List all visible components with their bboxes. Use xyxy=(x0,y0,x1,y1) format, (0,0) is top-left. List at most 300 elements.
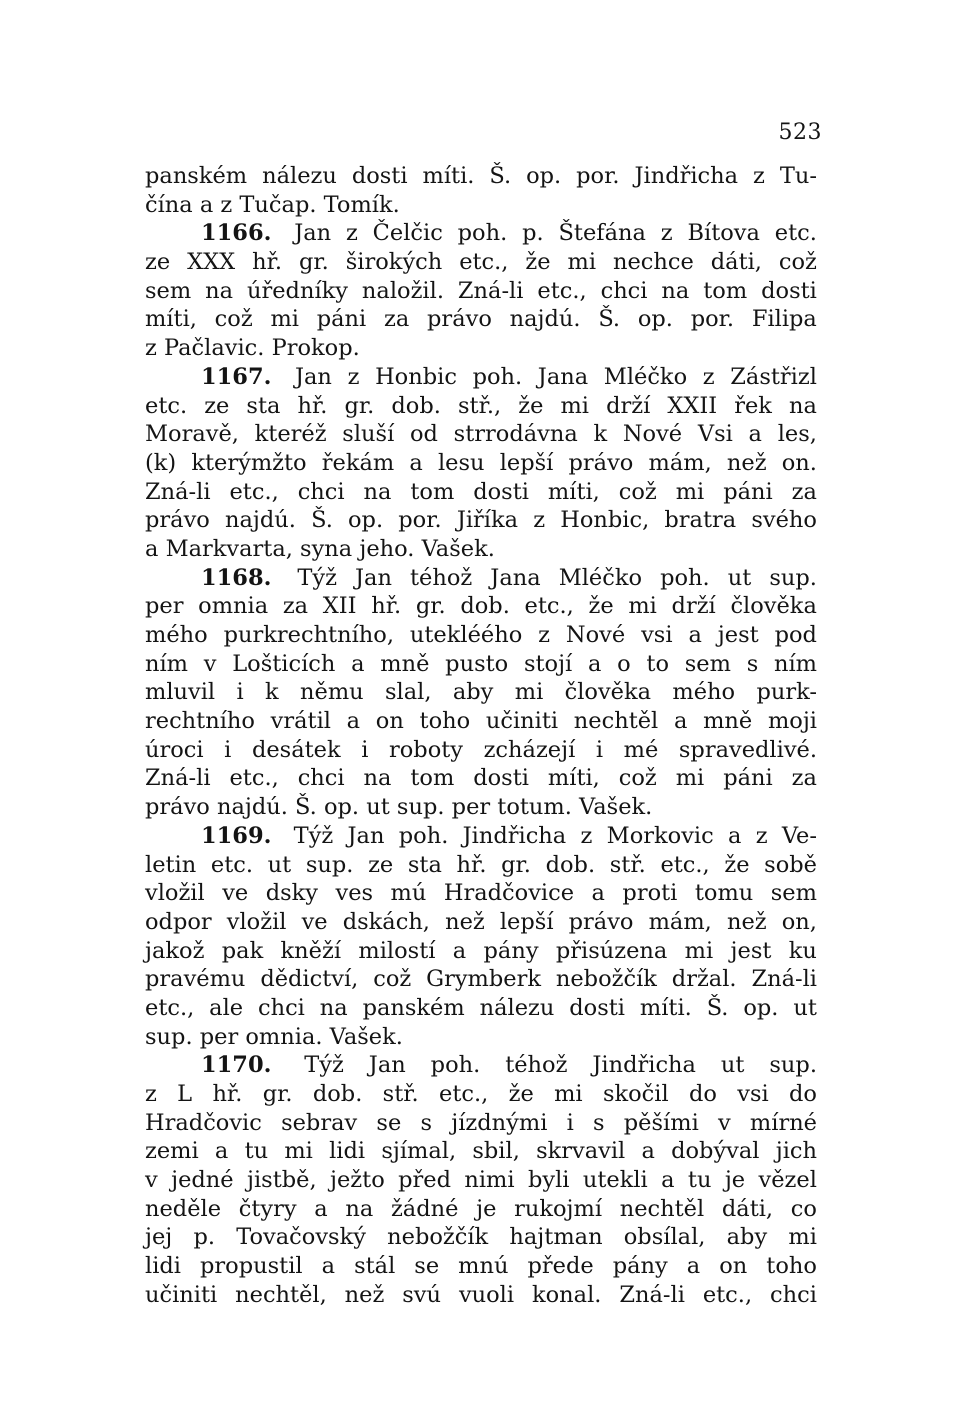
text-line xyxy=(145,592,817,621)
word: právo xyxy=(568,908,634,935)
word: etc., xyxy=(537,277,587,304)
word: toho xyxy=(419,708,471,735)
word: i xyxy=(566,1109,574,1136)
word: a xyxy=(314,1195,328,1222)
text-line xyxy=(145,420,817,449)
word: svú xyxy=(402,1281,442,1308)
word: ves xyxy=(335,880,374,907)
word: Nové xyxy=(565,622,626,648)
word: strrodávna xyxy=(453,421,578,448)
text-line xyxy=(145,793,817,822)
word: lepší xyxy=(499,908,554,935)
word: etc., xyxy=(459,249,509,276)
text-line xyxy=(145,650,817,679)
text-line xyxy=(145,162,817,191)
word: dob. xyxy=(312,1081,363,1107)
word: chci xyxy=(297,765,345,792)
word: sup. xyxy=(305,851,354,878)
word: úroci xyxy=(145,736,204,763)
word: Jan xyxy=(347,822,385,849)
word: Honbic, xyxy=(560,507,650,534)
word: že xyxy=(518,392,544,419)
word: mluvil xyxy=(145,679,216,706)
word: dskách, xyxy=(342,908,430,935)
word: a xyxy=(409,449,423,476)
text-line xyxy=(145,1281,817,1310)
word: pusto xyxy=(445,650,509,677)
word: stojí xyxy=(523,650,573,677)
word: dosti xyxy=(351,163,408,189)
word: co xyxy=(790,1195,817,1222)
word: tu xyxy=(687,1167,712,1194)
word: mám, xyxy=(648,449,712,476)
word: odpor xyxy=(145,908,212,935)
word: Jan xyxy=(294,220,332,247)
word: on xyxy=(719,1253,748,1280)
word: učiniti xyxy=(485,708,559,735)
word: rukojmí xyxy=(514,1195,603,1222)
word: s xyxy=(593,1109,605,1136)
word: Š. xyxy=(706,994,729,1021)
word: člověka xyxy=(730,593,817,620)
word: mi xyxy=(270,306,299,333)
word: p. xyxy=(193,1224,216,1251)
word: Jindřicha xyxy=(634,163,739,189)
word: etc., xyxy=(660,851,710,878)
word: k xyxy=(265,679,279,706)
word: mi xyxy=(684,937,714,964)
word: nálezu xyxy=(262,163,337,189)
word: sluší xyxy=(342,421,395,448)
entry-number: 1168. xyxy=(201,564,272,591)
word: člověka xyxy=(564,679,652,706)
word: Čelčic xyxy=(372,220,443,247)
word: milostí xyxy=(358,937,436,964)
word: jej xyxy=(145,1224,173,1251)
word: lesu xyxy=(437,449,485,476)
word: najdú. xyxy=(509,306,581,333)
text-line xyxy=(145,1109,817,1138)
word: Š. xyxy=(311,507,333,534)
word: mého xyxy=(672,679,736,706)
word: sta xyxy=(246,392,281,419)
word: na xyxy=(363,478,392,505)
word: dob. xyxy=(460,593,510,620)
word: pak xyxy=(221,937,264,964)
word: ním xyxy=(773,650,817,677)
word: Zná-li xyxy=(619,1281,685,1308)
word: nechtěl xyxy=(573,708,659,735)
word: o xyxy=(617,650,631,677)
word: ku xyxy=(788,937,817,964)
word: slal, xyxy=(385,679,432,706)
word: Týž xyxy=(293,822,334,849)
word: z xyxy=(345,220,358,247)
word: je xyxy=(476,1195,497,1222)
word: mi xyxy=(675,765,705,792)
word: v xyxy=(145,1167,158,1194)
word: téhož xyxy=(410,564,473,591)
word: etc., xyxy=(524,593,574,620)
word: Jindřicha xyxy=(462,822,567,849)
word: nebožčík xyxy=(555,966,657,993)
word: a xyxy=(321,1253,336,1280)
word: purkrechtního, xyxy=(223,622,394,648)
word: Jan xyxy=(355,564,392,591)
word: drží xyxy=(606,392,651,419)
word: Zná-li xyxy=(457,277,524,304)
line-text: právo najdú. Š. op. ut sup. per totum. Vašek. xyxy=(145,794,653,821)
word: chci xyxy=(770,1281,817,1308)
word: tomu xyxy=(694,880,754,907)
word: op. xyxy=(637,306,673,333)
word: Týž xyxy=(304,1052,344,1079)
word: z xyxy=(702,363,715,390)
word: a xyxy=(673,708,688,735)
word: mi xyxy=(554,1081,583,1107)
word: por. xyxy=(690,306,735,333)
word: dob. xyxy=(391,392,441,419)
text-line xyxy=(145,678,817,707)
word: etc. xyxy=(210,851,254,878)
word: etc., xyxy=(145,994,195,1021)
word: etc., xyxy=(439,1081,489,1107)
word: na xyxy=(319,994,348,1021)
word: mně xyxy=(380,650,430,677)
word: kteréž xyxy=(254,421,327,448)
word: kterýmžto xyxy=(191,449,307,476)
text-line xyxy=(145,1195,817,1224)
word: aby xyxy=(452,679,494,706)
word: drží xyxy=(671,593,716,620)
word: panském xyxy=(145,163,248,189)
word: vložil xyxy=(226,908,287,935)
word: etc. xyxy=(145,392,188,419)
word: mám, xyxy=(648,908,712,935)
word: z xyxy=(533,507,546,534)
word: XXII xyxy=(667,392,718,419)
word: sjímal, xyxy=(381,1138,457,1165)
word: vložil xyxy=(145,880,205,907)
word: on, xyxy=(781,908,817,935)
word: tu xyxy=(244,1138,269,1165)
word: panském xyxy=(362,994,465,1021)
word: per xyxy=(145,593,184,620)
text-line xyxy=(145,564,817,593)
entry-number: 1167. xyxy=(201,363,272,390)
word: mé xyxy=(623,736,659,763)
word: svého xyxy=(751,507,817,534)
text-line xyxy=(145,1223,817,1252)
word: gr. xyxy=(262,1081,293,1107)
word: a xyxy=(686,1253,701,1280)
word: tom xyxy=(410,765,455,792)
word: dosti xyxy=(761,277,817,304)
word: sobě xyxy=(764,851,817,878)
word: stř., xyxy=(457,392,502,419)
text-line xyxy=(145,478,817,507)
text-line xyxy=(145,994,817,1023)
word: aby xyxy=(726,1224,768,1251)
word: jest xyxy=(730,937,772,964)
word: byli xyxy=(527,1167,570,1194)
word: sem xyxy=(684,650,731,677)
word: mnú xyxy=(458,1253,509,1280)
word: sta xyxy=(407,851,442,878)
word: z xyxy=(145,1081,157,1107)
word: se xyxy=(376,1109,402,1136)
word: Tu- xyxy=(779,163,817,189)
word: pravému xyxy=(145,966,246,993)
word: jízdnými xyxy=(451,1109,548,1136)
word: držal. xyxy=(671,966,737,993)
word: Mléčko xyxy=(558,564,643,591)
word: letin xyxy=(145,851,197,878)
word: v xyxy=(717,1109,731,1136)
word: skočil xyxy=(602,1081,669,1107)
word: což xyxy=(373,966,412,993)
word: že xyxy=(508,1081,534,1107)
word: etc. xyxy=(774,220,817,247)
word: les, xyxy=(777,421,817,448)
word: chci xyxy=(600,277,648,304)
word: ježto xyxy=(330,1167,385,1194)
word: op. xyxy=(348,507,384,534)
text-line xyxy=(145,965,817,994)
word: v xyxy=(203,650,217,677)
word: naložil. xyxy=(361,277,444,304)
word: z xyxy=(753,163,765,189)
word: do xyxy=(789,1081,817,1107)
word: na xyxy=(661,277,690,304)
word: nebožčík xyxy=(387,1224,489,1251)
word: že xyxy=(525,249,551,276)
word: gr. xyxy=(415,593,446,620)
text-line xyxy=(145,736,817,765)
word: němu xyxy=(300,679,364,706)
word: Týž xyxy=(297,564,337,591)
word: mi xyxy=(567,249,597,276)
word: utekléého xyxy=(409,622,523,648)
word: za xyxy=(384,306,410,333)
word: Lošticích xyxy=(232,650,336,677)
word: sem xyxy=(145,277,192,304)
text-line xyxy=(145,449,817,478)
word: což xyxy=(778,249,817,276)
word: se xyxy=(414,1253,440,1280)
word: Jiříka xyxy=(456,507,519,534)
word: míti, xyxy=(547,478,600,505)
text-line xyxy=(145,334,817,363)
text-line xyxy=(145,764,817,793)
word: dosti xyxy=(569,994,625,1021)
text-line xyxy=(145,392,817,421)
word: mého xyxy=(145,622,208,648)
word: než xyxy=(445,908,485,935)
word: mi xyxy=(628,593,657,620)
word: Jan xyxy=(368,1052,406,1079)
text-line xyxy=(145,1023,817,1052)
word: páni xyxy=(723,765,773,792)
word: na xyxy=(363,765,392,792)
word: bratra xyxy=(664,507,737,534)
word: tom xyxy=(703,277,748,304)
word: jistbě, xyxy=(246,1167,317,1194)
word: XII xyxy=(322,593,357,620)
word: a xyxy=(587,650,602,677)
word: což xyxy=(214,306,253,333)
word: Š. xyxy=(489,163,512,189)
word: Zástřizl xyxy=(730,363,817,390)
word: Hradčovic xyxy=(145,1109,262,1136)
word: Štefána xyxy=(558,220,646,247)
entry-number: 1166. xyxy=(201,220,272,247)
word: mú xyxy=(390,880,427,907)
text-line xyxy=(145,879,817,908)
word: neděle xyxy=(145,1195,222,1222)
word: p. xyxy=(522,220,544,247)
word: přisúzena xyxy=(555,937,668,964)
word: a xyxy=(661,1167,675,1194)
word: učiniti xyxy=(145,1281,218,1308)
word: omnia xyxy=(198,593,269,620)
word: Tovačovský xyxy=(236,1224,366,1251)
word: a xyxy=(728,822,742,849)
word: nechtěl, xyxy=(235,1281,327,1308)
word: Jana xyxy=(490,564,541,591)
text-line xyxy=(145,219,817,248)
word: etc., xyxy=(229,478,279,505)
word: i xyxy=(595,736,604,763)
word: dob. xyxy=(545,851,596,878)
word: že xyxy=(588,593,614,620)
word: propustil xyxy=(200,1253,303,1280)
word: před xyxy=(398,1167,451,1194)
entry-number: 1169. xyxy=(201,822,272,849)
word: žádné xyxy=(390,1195,459,1222)
word: poh. xyxy=(660,564,710,591)
word: ze xyxy=(204,392,230,419)
word: stál xyxy=(354,1253,396,1280)
word: stř. xyxy=(382,1081,419,1107)
word: rechtního xyxy=(145,708,255,735)
word: chci xyxy=(257,994,305,1021)
word: a xyxy=(452,937,467,964)
word: nechce xyxy=(612,249,694,276)
word: on. xyxy=(781,449,817,476)
word: sbil, xyxy=(472,1138,520,1165)
word: op. xyxy=(526,163,562,189)
word: úředníky xyxy=(246,277,348,304)
word: sup. xyxy=(769,1052,817,1079)
word: (k) xyxy=(145,449,177,476)
word: z xyxy=(755,822,768,849)
body-text xyxy=(145,162,817,1310)
word: mi xyxy=(788,1224,817,1251)
word: a xyxy=(748,421,762,448)
word: než xyxy=(726,449,767,476)
word: dosti xyxy=(473,765,529,792)
word: Nové xyxy=(622,421,683,448)
word: gr. xyxy=(298,249,329,276)
word: že xyxy=(724,851,750,878)
text-line xyxy=(145,277,817,306)
word: než xyxy=(726,908,767,935)
word: pány xyxy=(483,937,539,964)
text-line xyxy=(145,937,817,966)
word: za xyxy=(282,593,309,620)
word: najdú. xyxy=(225,507,296,534)
word: k xyxy=(593,421,608,448)
word: téhož xyxy=(505,1052,568,1079)
word: za xyxy=(791,765,817,792)
word: etc., xyxy=(229,765,279,792)
word: než xyxy=(344,1281,385,1308)
word: Mléčko xyxy=(603,363,688,390)
text-line xyxy=(145,621,817,650)
word: vrátil xyxy=(270,708,331,735)
text-line xyxy=(145,1051,817,1080)
word: pod xyxy=(774,622,817,648)
word: Bítova xyxy=(687,220,760,247)
word: z xyxy=(580,822,593,849)
word: dosti xyxy=(473,478,529,505)
word: míti. xyxy=(422,163,475,189)
word: stř. xyxy=(609,851,646,878)
word: právo xyxy=(427,306,492,333)
word: Zná-li xyxy=(751,966,817,993)
word: a xyxy=(214,1138,229,1165)
line-text: sup. per omnia. Vašek. xyxy=(145,1023,403,1050)
word: ze xyxy=(368,851,394,878)
word: toho xyxy=(766,1253,817,1280)
word: což xyxy=(618,765,657,792)
word: XXX xyxy=(187,249,236,276)
word: gr. xyxy=(501,851,531,878)
word: ale xyxy=(209,994,244,1021)
word: míti, xyxy=(145,306,197,333)
word: sem xyxy=(770,880,817,907)
word: purk- xyxy=(756,679,817,706)
word: a xyxy=(346,708,361,735)
word: pěšími xyxy=(623,1109,699,1136)
word: právo xyxy=(568,449,634,476)
word: por. xyxy=(398,507,442,534)
text-line xyxy=(145,363,817,392)
text-line xyxy=(145,1166,817,1195)
word: Moravě, xyxy=(145,421,239,448)
word: ut xyxy=(793,994,817,1021)
word: moji xyxy=(767,708,817,735)
word: mi xyxy=(675,478,705,505)
word: mi xyxy=(284,1138,313,1165)
page-number: 523 xyxy=(778,120,822,145)
word: roboty xyxy=(388,736,463,763)
word: a xyxy=(688,622,702,648)
word: čtyry xyxy=(238,1195,297,1222)
text-line xyxy=(145,822,817,851)
word: obsílal, xyxy=(623,1224,706,1251)
word: na xyxy=(789,392,817,419)
word: jakož xyxy=(145,937,205,964)
line-text: a Markvarta, syna jeho. Vašek. xyxy=(145,535,495,562)
word: poh. xyxy=(398,822,449,849)
word: mně xyxy=(703,708,753,735)
word: Jana xyxy=(537,363,589,390)
word: což xyxy=(618,478,657,505)
word: to xyxy=(646,650,670,677)
word: Vsi xyxy=(697,421,733,448)
